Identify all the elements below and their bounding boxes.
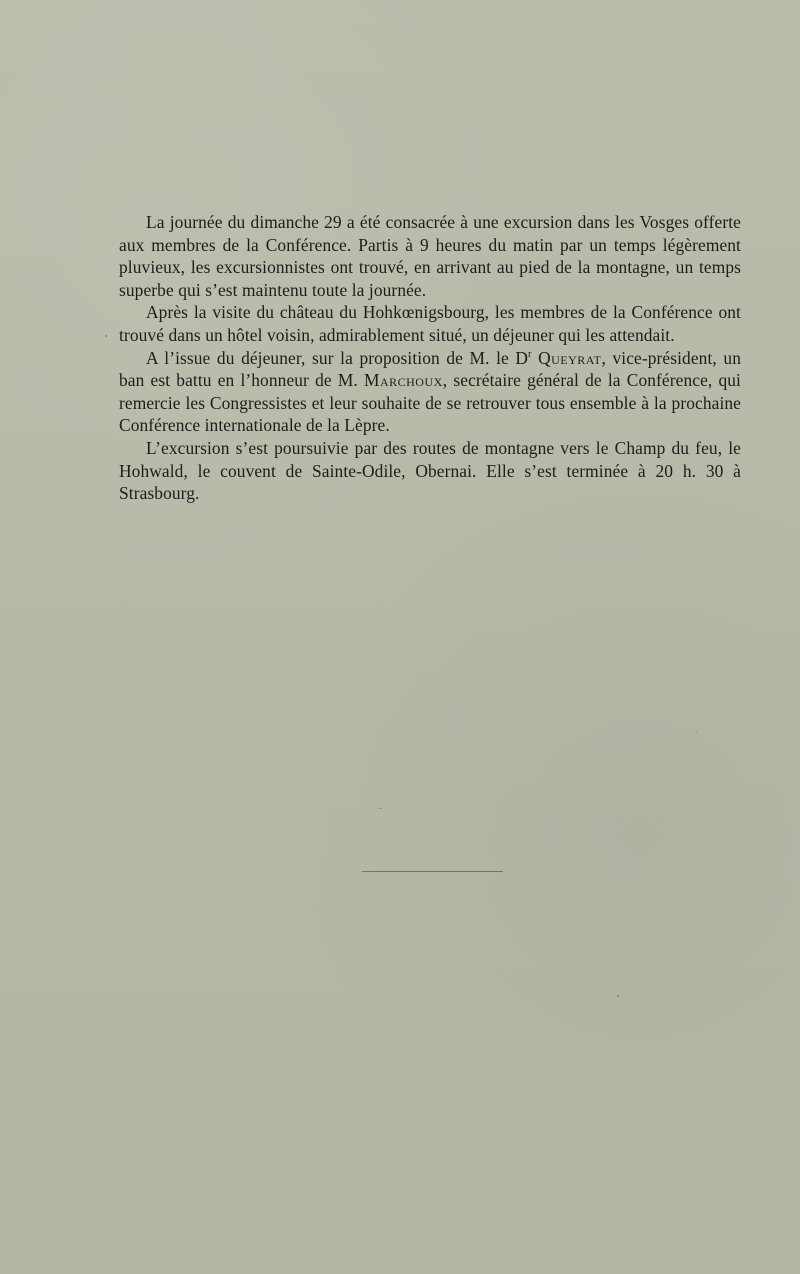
paper-speck xyxy=(335,355,336,356)
paragraph-toast-intro: A l’issue du déjeuner, sur la proposition de M. le D xyxy=(146,347,529,368)
name-marchoux: Marchoux xyxy=(363,370,443,391)
paper-speck xyxy=(105,335,107,337)
paper-speck xyxy=(617,995,619,997)
name-queyrat: Queyrat xyxy=(538,347,602,368)
paragraph-toast-ending: , secrétaire général de la Conférence, qui remercie les Congressistes et leur souhaite de se retrouver tous ensemble à la prochaine Conférence internationale de la Lèpre. xyxy=(119,370,741,436)
paragraph-excursion-announcement: La journée du dimanche 29 a été consacrée à une excursion dans les Vosges offerte aux membres de la Conférence. Partis à 9 heures du matin par un temps légèrement pluvieux, les excursionnistes ont trouvé, en arrivant au pied de la montagne, un temps superbe qui s’est maintenu toute la journée. xyxy=(119,212,741,300)
paper-speck xyxy=(696,731,697,732)
paper-speck xyxy=(379,808,382,809)
paragraph-toast xyxy=(119,347,741,437)
paragraph-chateau-visit: Après la visite du château du Hohkœnigsbourg, les membres de la Conférence ont trouvé dans un hôtel voisin, admirablement situé, un déjeuner qui les attendait. xyxy=(119,302,741,345)
paragraph-route: L’excursion s’est poursuivie par des routes de montagne vers le Champ du feu, le Hohwald, le couvent de Sainte-Odile, Obernai. Elle s’est terminée à 20 h. 30 à Strasbourg. xyxy=(119,437,741,504)
paragraph-toast-middle: , vice-président, un ban est battu en l’honneur de M. xyxy=(119,347,741,391)
section-divider xyxy=(362,871,503,872)
body-text xyxy=(119,211,741,505)
doctor-abbrev-superscript: r xyxy=(528,348,532,360)
